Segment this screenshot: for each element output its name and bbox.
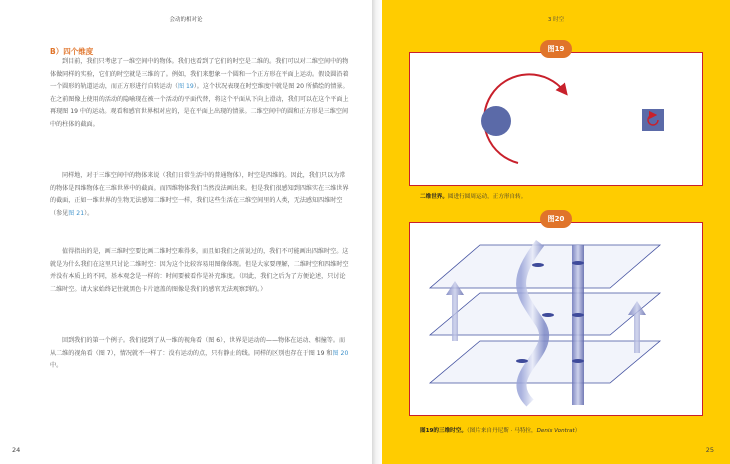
figure-20-frame [409, 222, 703, 416]
left-running-head: 会动的相对论 [169, 17, 203, 23]
right-running-head: 3 时空 [547, 17, 565, 23]
blue-circle [481, 106, 511, 136]
paragraph-1: 到目前，我们只考虑了一维空间中的物体。我们也看到了它们的时空是二维的。我们可以对二维空间中的物体做同样的实验，它们的时空就是三维的了。例如，我们来想象一个圆和一个正方形在平面上运动。假设圆沿着一个圆形的轨道运动，而正方形进行自转运动（图 19）。这个状况表现在时空维度中就是图 20 所描绘的情景。在之前图像上使用的活动的隐喻现在被一个活动的平面代替，将这个平面从下向上滑动，我们可以在这个平面上再现图 19 中的运动。观看和感官世界相对应的，是在平面上出现的情景。二维空间中的圆和正方形是三维空间中的柱体的截面。 [50, 58, 349, 128]
section-title: B）四个维度 [50, 47, 94, 56]
figure-20-illustration [410, 223, 701, 414]
blue-square [642, 109, 664, 131]
figure-20-caption: 图19的三维时空。（图片来自丹尼斯 · 马特拉，Denis Vontrat） [420, 428, 581, 434]
paragraph-4: 回到我们的第一个例子。我们提到了从一维的视角看（图 6），世界是运动的——物体在运动、相撞等。而从二维的视角看（图 7），情况就不一样了：没有运动的点，只有静止的线。同样的区别也存在于图 19 和图 20 中。 [50, 337, 349, 369]
figure-20-badge: 图20 [540, 210, 572, 228]
paragraph-2: 同样地，对于三维空间中的物体来说（我们日常生活中的普通物体），时空是四维的。因此，我们只以为常的物体是四维物体在三维世界中的截面。而四维物体我们当然没法画出来。但是我们很感知到四维实在三维世界的截面，正如一维世界的生物无法感知二维时空一样，我们这些生活在三维空间里的人类，无法感知四维时空（参见图 21）。 [50, 172, 349, 217]
book-spine [372, 0, 382, 464]
figure-19-badge: 图19 [540, 40, 572, 58]
paragraph-3: 值得指出的是，画三维时空要比画二维时空难得多，而且如我们之前说过的，我们不可能画出四维时空。这就是为什么我们在这里只讨论二维时空：因为这个比较容易用图像体现。但是大家要理解，二维时空和四维时空并没有本质上的不同，基本观念是一样的：时间要被看作是补充维度。（因此，我们之后为了方便论述，只讨论二维时空。请大家始终记住就黑色卡片遮盖的图像是我们的感官无法观察到的。） [50, 248, 349, 293]
figure-19-caption: 二维世界。圆进行圆周运动，正方形自转。 [420, 194, 527, 200]
figure-19-illustration [410, 53, 701, 184]
right-page-number: 25 [705, 446, 714, 454]
right-page [382, 0, 730, 464]
figure-19-frame [409, 52, 703, 186]
column-worldline [572, 245, 584, 405]
figure-link[interactable]: 图 20 [332, 349, 349, 357]
figure-link[interactable]: 图 21 [68, 209, 85, 217]
left-page-number: 24 [12, 446, 21, 454]
plane-top [430, 245, 660, 288]
figure-link[interactable]: 图 19 [177, 83, 194, 90]
